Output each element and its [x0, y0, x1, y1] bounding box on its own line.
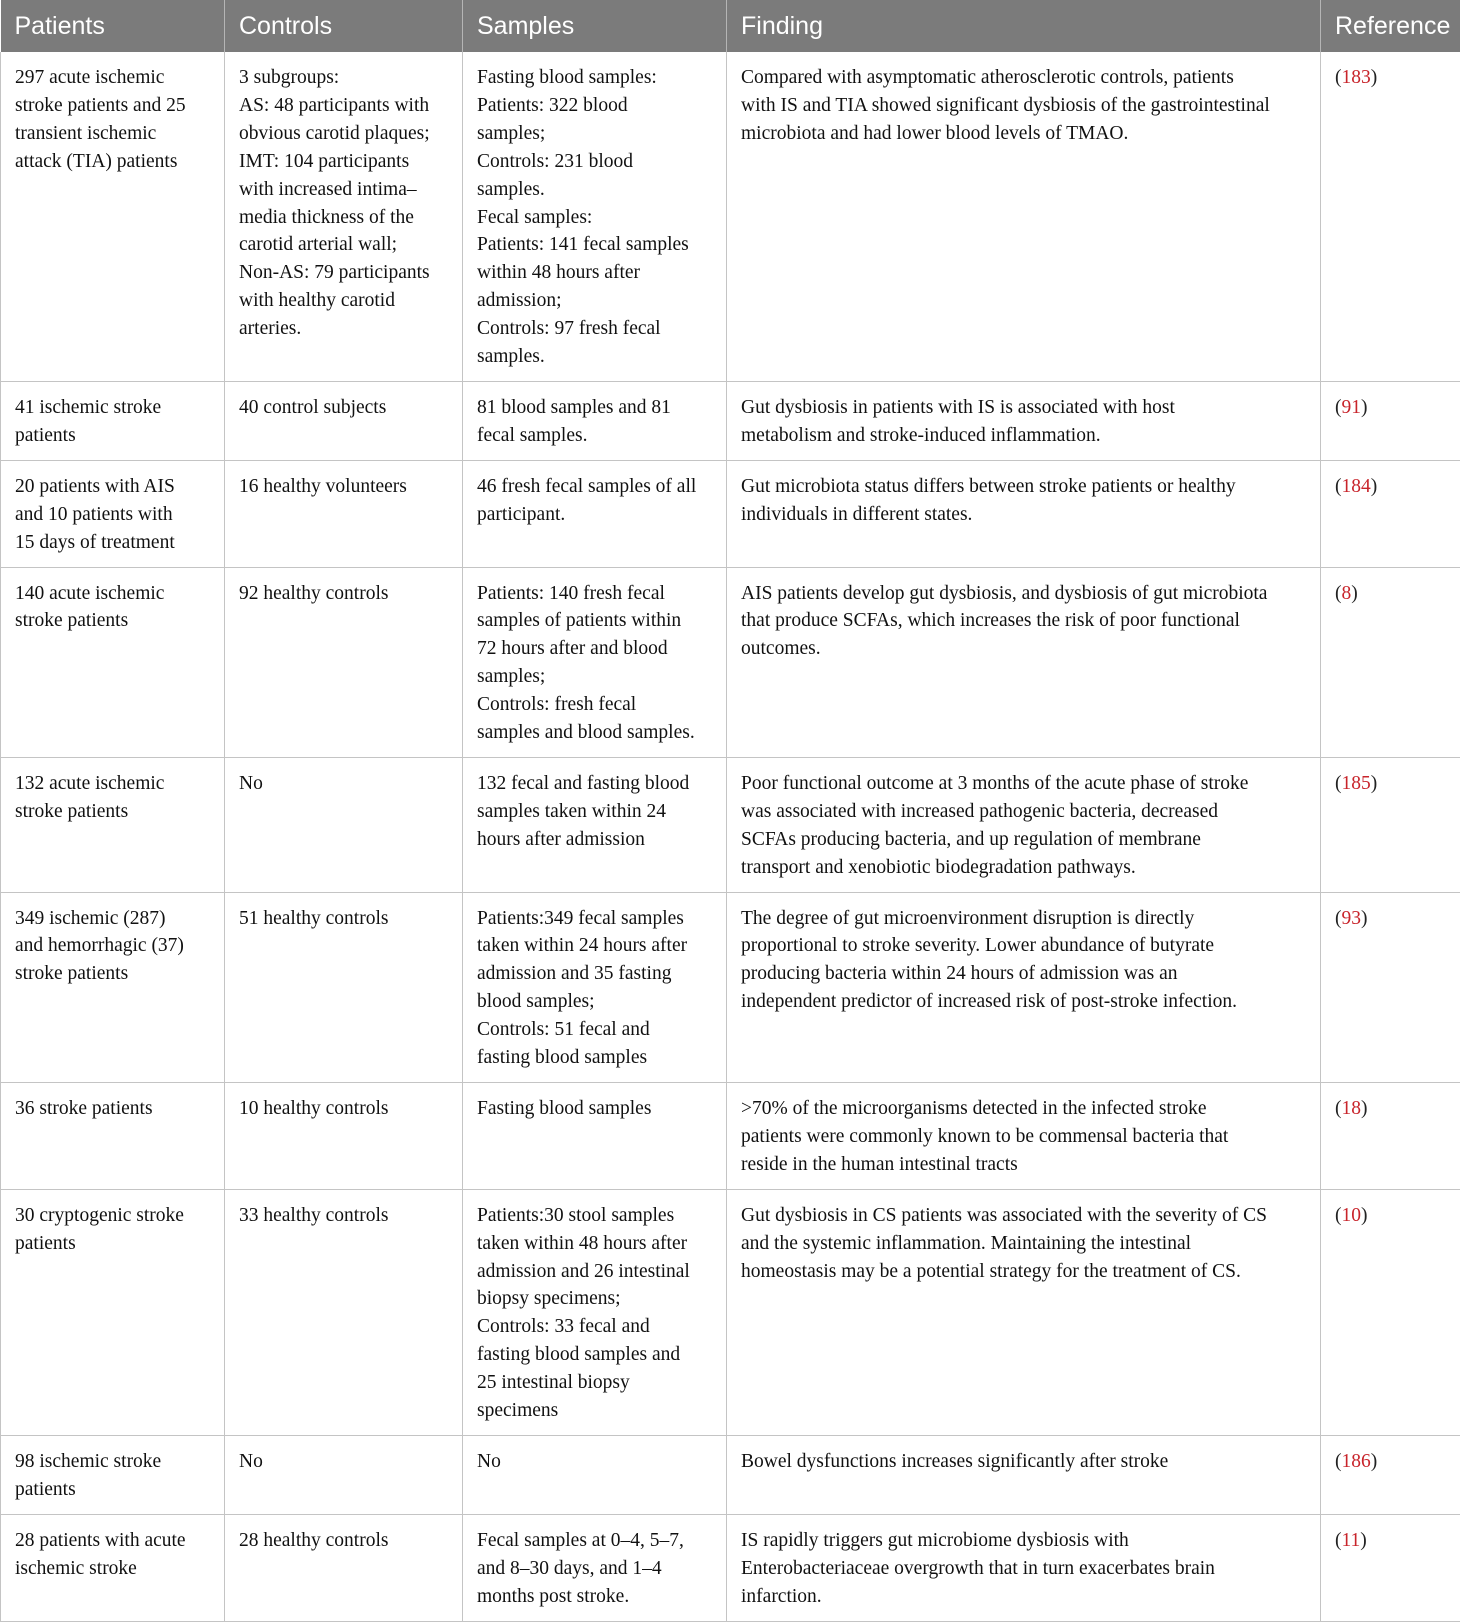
cell-line: infarction.: [741, 1583, 1306, 1611]
cell-line: proportional to stroke severity. Lower abundance of butyrate: [741, 932, 1306, 960]
cell-line: ischemic stroke: [15, 1555, 210, 1583]
cell-line: specimens: [477, 1397, 712, 1425]
cell-line: reside in the human intestinal tracts: [741, 1151, 1306, 1179]
cell-line: 3 subgroups:: [239, 64, 448, 92]
cell-reference: (18): [1321, 1083, 1460, 1190]
cell-line: 132 fecal and fasting blood: [477, 770, 712, 798]
cell-line: 132 acute ischemic: [15, 770, 210, 798]
cell-reference: (91): [1321, 381, 1460, 460]
cell-line: 297 acute ischemic: [15, 64, 210, 92]
cell-line: Fecal samples at 0–4, 5–7,: [477, 1527, 712, 1555]
cell-line: Gut dysbiosis in CS patients was associated with the severity of CS: [741, 1202, 1306, 1230]
cell-line: patients: [15, 1476, 210, 1504]
cell-patients: [1, 1435, 225, 1514]
cell-line: 51 healthy controls: [239, 905, 448, 933]
cell-line: stroke patients: [15, 798, 210, 826]
cell-reference: (93): [1321, 892, 1460, 1082]
cell-finding: [727, 567, 1321, 757]
cell-line: samples.: [477, 343, 712, 371]
cell-line: and 10 patients with: [15, 501, 210, 529]
table-row: [1, 460, 1460, 567]
cell-line: admission and 26 intestinal: [477, 1258, 712, 1286]
cell-line: carotid arterial wall;: [239, 231, 448, 259]
cell-line: Patients: 140 fresh fecal: [477, 580, 712, 608]
cell-line: No: [239, 1448, 448, 1476]
cell-line: AS: 48 participants with: [239, 92, 448, 120]
cell-patients: [1, 1514, 225, 1621]
cell-line: and hemorrhagic (37): [15, 932, 210, 960]
table-row: [1, 567, 1460, 757]
cell-line: samples;: [477, 120, 712, 148]
cell-line: Gut dysbiosis in patients with IS is associated with host: [741, 394, 1306, 422]
cell-line: Gut microbiota status differs between stroke patients or healthy: [741, 473, 1306, 501]
cell-line: IMT: 104 participants: [239, 148, 448, 176]
cell-samples: [463, 1435, 727, 1514]
reference-link[interactable]: 183: [1342, 67, 1371, 88]
cell-line: samples and blood samples.: [477, 719, 712, 747]
cell-finding: [727, 757, 1321, 892]
table-header: [1, 0, 1460, 52]
cell-line: fecal samples.: [477, 422, 712, 450]
cell-line: Fasting blood samples:: [477, 64, 712, 92]
cell-line: microbiota and had lower blood levels of TMAO.: [741, 120, 1306, 148]
cell-line: Controls: 33 fecal and: [477, 1313, 712, 1341]
cell-line: >70% of the microorganisms detected in the infected stroke: [741, 1095, 1306, 1123]
cell-line: Compared with asymptomatic atherosclerotic controls, patients: [741, 64, 1306, 92]
reference-link[interactable]: 184: [1342, 476, 1371, 497]
cell-samples: [463, 1083, 727, 1190]
cell-line: homeostasis may be a potential strategy for the treatment of CS.: [741, 1258, 1306, 1286]
cell-line: 15 days of treatment: [15, 529, 210, 557]
cell-line: SCFAs producing bacteria, and up regulation of membrane: [741, 826, 1306, 854]
header-row: [1, 0, 1460, 52]
cell-controls: [225, 892, 463, 1082]
cell-line: No: [239, 770, 448, 798]
cell-finding: [727, 1435, 1321, 1514]
cell-line: Poor functional outcome at 3 months of the acute phase of stroke: [741, 770, 1306, 798]
cell-line: transport and xenobiotic biodegradation pathways.: [741, 854, 1306, 882]
cell-line: No: [477, 1448, 712, 1476]
cell-reference: (185): [1321, 757, 1460, 892]
table-row: [1, 892, 1460, 1082]
cell-controls: [225, 757, 463, 892]
cell-line: attack (TIA) patients: [15, 148, 210, 176]
cell-line: 33 healthy controls: [239, 1202, 448, 1230]
cell-line: 30 cryptogenic stroke: [15, 1202, 210, 1230]
table-body: [1, 52, 1460, 1621]
cell-reference: (183): [1321, 52, 1460, 381]
cell-line: individuals in different states.: [741, 501, 1306, 529]
cell-line: 40 control subjects: [239, 394, 448, 422]
cell-line: metabolism and stroke-induced inflammation.: [741, 422, 1306, 450]
table-row: [1, 1514, 1460, 1621]
cell-finding: [727, 1189, 1321, 1435]
cell-samples: [463, 52, 727, 381]
cell-patients: [1, 52, 225, 381]
header-finding: Finding: [727, 0, 1321, 52]
cell-line: 349 ischemic (287): [15, 905, 210, 933]
cell-samples: [463, 757, 727, 892]
cell-line: 10 healthy controls: [239, 1095, 448, 1123]
cell-line: fasting blood samples: [477, 1044, 712, 1072]
cell-reference: (186): [1321, 1435, 1460, 1514]
cell-controls: [225, 1435, 463, 1514]
cell-line: 46 fresh fecal samples of all: [477, 473, 712, 501]
cell-line: 140 acute ischemic: [15, 580, 210, 608]
cell-line: stroke patients: [15, 607, 210, 635]
cell-line: 20 patients with AIS: [15, 473, 210, 501]
reference-link[interactable]: 18: [1342, 1098, 1362, 1119]
cell-line: patients: [15, 422, 210, 450]
header-patients: Patients: [1, 0, 225, 52]
cell-controls: [225, 1189, 463, 1435]
reference-link[interactable]: 11: [1342, 1530, 1361, 1551]
cell-samples: [463, 1514, 727, 1621]
cell-line: transient ischemic: [15, 120, 210, 148]
cell-line: samples taken within 24: [477, 798, 712, 826]
cell-line: months post stroke.: [477, 1583, 712, 1611]
cell-line: 92 healthy controls: [239, 580, 448, 608]
cell-samples: [463, 567, 727, 757]
reference-link[interactable]: 10: [1342, 1205, 1362, 1226]
cell-line: that produce SCFAs, which increases the risk of poor functional: [741, 607, 1306, 635]
cell-line: stroke patients and 25: [15, 92, 210, 120]
cell-line: AIS patients develop gut dysbiosis, and dysbiosis of gut microbiota: [741, 580, 1306, 608]
reference-link[interactable]: 8: [1342, 583, 1352, 604]
cell-controls: [225, 567, 463, 757]
cell-line: 25 intestinal biopsy: [477, 1369, 712, 1397]
cell-samples: [463, 892, 727, 1082]
cell-line: Bowel dysfunctions increases significantly after stroke: [741, 1448, 1306, 1476]
cell-line: Enterobacteriaceae overgrowth that in turn exacerbates brain: [741, 1555, 1306, 1583]
cell-line: 72 hours after and blood: [477, 635, 712, 663]
cell-samples: [463, 460, 727, 567]
table-row: [1, 52, 1460, 381]
cell-line: 98 ischemic stroke: [15, 1448, 210, 1476]
cell-patients: [1, 381, 225, 460]
cell-line: Patients: 322 blood: [477, 92, 712, 120]
cell-line: taken within 48 hours after: [477, 1230, 712, 1258]
cell-patients: [1, 892, 225, 1082]
reference-link[interactable]: 93: [1342, 908, 1362, 929]
cell-line: patients were commonly known to be commensal bacteria that: [741, 1123, 1306, 1151]
header-samples: Samples: [463, 0, 727, 52]
cell-patients: [1, 757, 225, 892]
cell-line: 36 stroke patients: [15, 1095, 210, 1123]
cell-line: and the systemic inflammation. Maintaining the intestinal: [741, 1230, 1306, 1258]
cell-line: Fasting blood samples: [477, 1095, 712, 1123]
cell-line: 28 patients with acute: [15, 1527, 210, 1555]
cell-line: within 48 hours after: [477, 259, 712, 287]
cell-line: blood samples;: [477, 988, 712, 1016]
cell-patients: [1, 1083, 225, 1190]
cell-line: Controls: 51 fecal and: [477, 1016, 712, 1044]
cell-reference: (184): [1321, 460, 1460, 567]
cell-controls: [225, 381, 463, 460]
cell-controls: [225, 1514, 463, 1621]
cell-patients: [1, 1189, 225, 1435]
table-row: [1, 381, 1460, 460]
cell-line: and 8–30 days, and 1–4: [477, 1555, 712, 1583]
cell-line: was associated with increased pathogenic bacteria, decreased: [741, 798, 1306, 826]
cell-finding: [727, 381, 1321, 460]
cell-line: media thickness of the: [239, 204, 448, 232]
cell-line: producing bacteria within 24 hours of admission was an: [741, 960, 1306, 988]
cell-line: hours after admission: [477, 826, 712, 854]
cell-line: 81 blood samples and 81: [477, 394, 712, 422]
cell-finding: [727, 1083, 1321, 1190]
table-row: [1, 757, 1460, 892]
cell-line: obvious carotid plaques;: [239, 120, 448, 148]
cell-line: Patients: 141 fecal samples: [477, 231, 712, 259]
cell-reference: (11): [1321, 1514, 1460, 1621]
cell-reference: (8): [1321, 567, 1460, 757]
table-row: [1, 1435, 1460, 1514]
cell-line: samples;: [477, 663, 712, 691]
reference-link[interactable]: 186: [1342, 1451, 1371, 1472]
cell-line: with IS and TIA showed significant dysbiosis of the gastrointestinal: [741, 92, 1306, 120]
cell-line: admission;: [477, 287, 712, 315]
cell-line: Patients:30 stool samples: [477, 1202, 712, 1230]
header-reference: Reference: [1321, 0, 1460, 52]
reference-link[interactable]: 91: [1342, 397, 1362, 418]
cell-line: Controls: 231 blood: [477, 148, 712, 176]
cell-reference: (10): [1321, 1189, 1460, 1435]
cell-line: Controls: fresh fecal: [477, 691, 712, 719]
header-controls: Controls: [225, 0, 463, 52]
cell-finding: [727, 460, 1321, 567]
cell-line: arteries.: [239, 315, 448, 343]
cell-samples: [463, 381, 727, 460]
cell-line: with increased intima–: [239, 176, 448, 204]
cell-line: independent predictor of increased risk of post-stroke infection.: [741, 988, 1306, 1016]
cell-line: IS rapidly triggers gut microbiome dysbiosis with: [741, 1527, 1306, 1555]
cell-patients: [1, 567, 225, 757]
cell-controls: [225, 1083, 463, 1190]
cell-line: The degree of gut microenvironment disruption is directly: [741, 905, 1306, 933]
cell-line: samples.: [477, 176, 712, 204]
cell-line: participant.: [477, 501, 712, 529]
cell-line: taken within 24 hours after: [477, 932, 712, 960]
cell-line: Patients:349 fecal samples: [477, 905, 712, 933]
cell-line: with healthy carotid: [239, 287, 448, 315]
table-row: [1, 1083, 1460, 1190]
cell-line: fasting blood samples and: [477, 1341, 712, 1369]
cell-patients: [1, 460, 225, 567]
cell-finding: [727, 52, 1321, 381]
cell-line: patients: [15, 1230, 210, 1258]
cell-line: 41 ischemic stroke: [15, 394, 210, 422]
cell-line: admission and 35 fasting: [477, 960, 712, 988]
cell-line: stroke patients: [15, 960, 210, 988]
cell-line: Non-AS: 79 participants: [239, 259, 448, 287]
cell-finding: [727, 1514, 1321, 1621]
cell-finding: [727, 892, 1321, 1082]
table-row: [1, 1189, 1460, 1435]
cell-line: 16 healthy volunteers: [239, 473, 448, 501]
cell-line: Fecal samples:: [477, 204, 712, 232]
cell-controls: [225, 52, 463, 381]
cell-line: samples of patients within: [477, 607, 712, 635]
cell-line: Controls: 97 fresh fecal: [477, 315, 712, 343]
reference-link[interactable]: 185: [1342, 773, 1371, 794]
cell-controls: [225, 460, 463, 567]
cell-line: outcomes.: [741, 635, 1306, 663]
cell-line: biopsy specimens;: [477, 1285, 712, 1313]
cell-line: 28 healthy controls: [239, 1527, 448, 1555]
cell-samples: [463, 1189, 727, 1435]
